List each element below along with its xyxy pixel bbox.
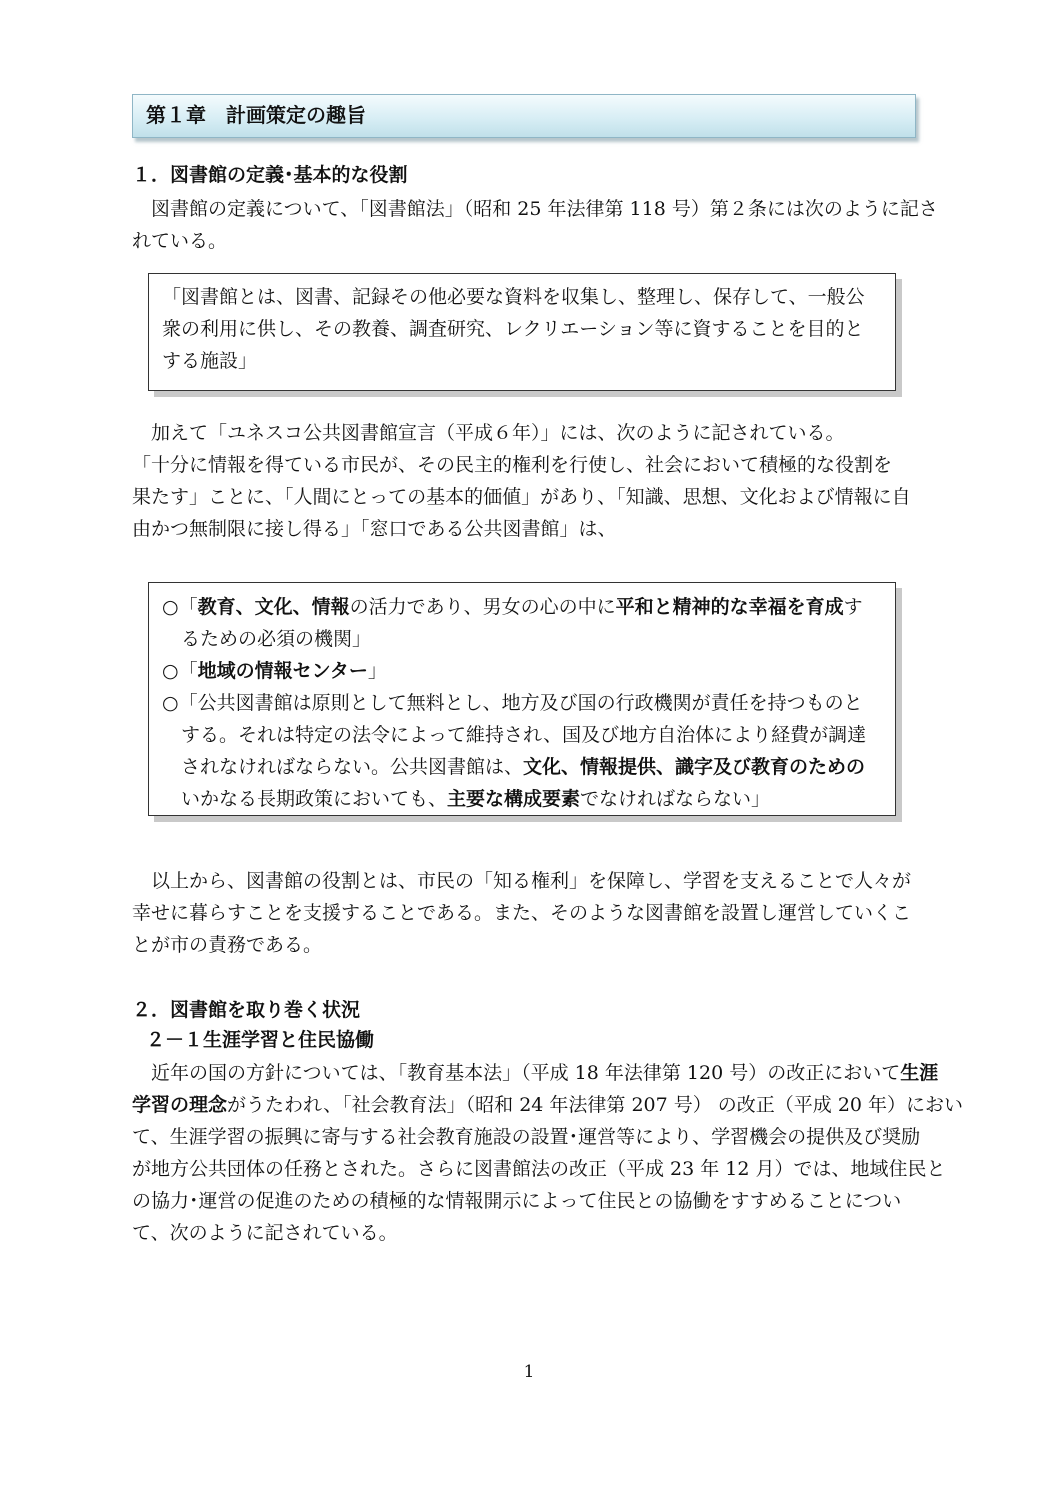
body-text: 近年の国の方針については、「教育基本法」（平成 18 年法律第 120 号）の改正において [132,1062,901,1084]
page-number: 1 [523,1362,535,1382]
subsection-2-1-heading: ２－１生涯学習と住民協働 [146,1029,375,1051]
body-text: がうたわれ、「社会教育法」（昭和 24 年法律第 207 号） の改正（平成 20 年）におい [227,1094,964,1116]
bullet-text: ○「 [162,660,198,682]
section-2-heading: ２．図書館を取り巻く状況 [132,999,361,1021]
paragraph-line: て、次のように記されている。 [132,1222,398,1244]
manifesto-item-3-cont: する。それは特定の法令によって維持され、国及び地方自治体により経費が調達 [162,724,867,746]
quote-line: 「図書館とは、図書、記録その他必要な資料を収集し、整理し、保存して、一般公 [162,286,865,308]
body-text: でなければならない」 [580,788,771,810]
paragraph-line: 加えて「ユネスコ公共図書館宣言（平成６年）」には、次のように記されている。 [132,422,845,444]
paragraph-line: の協力･運営の促進のための積極的な情報開示によって住民との協働をすすめることについ [132,1190,902,1212]
body-text: の活力であり、男女の心の中に [349,596,616,618]
emphasis-text: 教育、文化、情報 [197,596,350,618]
paragraph-line: 幸せに暮らすことを支援することである。また、そのような図書館を設置し運営していくこ [132,902,912,924]
paragraph-line [132,1090,963,1120]
quote-line: する施設」 [162,350,258,372]
manifesto-item-1-cont: るための必須の機関」 [162,628,372,650]
paragraph-line: て、生涯学習の振興に寄与する社会教育施設の設置･運営等により、学習機会の提供及び奨励 [132,1126,921,1148]
section-1-heading: １．図書館の定義･基本的な役割 [132,164,408,186]
paragraph-line: が地方公共団体の任務とされた。さらに図書館法の改正（平成 23 年 12 月）では、地域住民と [132,1158,946,1180]
body-text: 」 [367,660,387,682]
paragraph-line: 以上から、図書館の役割とは、市民の「知る権利」を保障し、学習を支えることで人々が [132,870,912,892]
body-text: いかなる長期政策においても、 [162,788,448,810]
bullet-text: ○「 [162,596,198,618]
emphasis-text: 生涯 [900,1062,939,1084]
chapter-title: 第１章 計画策定の趣旨 [146,103,366,127]
emphasis-text: 学習の理念 [132,1094,228,1116]
emphasis-text: 平和と精神的な幸福を育成 [615,596,844,618]
paragraph-line: 果たす」ことに、「人間にとっての基本的価値」があり、「知識、思想、文化および情報に自 [132,486,911,508]
manifesto-item-1 [162,592,863,622]
emphasis-text: 主要な構成要素 [447,788,581,810]
body-text: されなければならない。公共図書館は、 [162,756,524,778]
paragraph-line [132,1058,938,1088]
paragraph-line: 由かつ無制限に接し得る」「窓口である公共図書館」は、 [132,518,617,540]
emphasis-text: 文化、情報提供、識字及び教育のための [523,756,866,778]
emphasis-text: 地域の情報センター [197,660,368,682]
manifesto-item-3-cont [162,784,770,814]
quote-line: 衆の利用に供し、その教養、調査研究、レクリエーション等に資することを目的と [162,318,864,340]
paragraph-line: 図書館の定義について、「図書館法」（昭和 25 年法律第 118 号）第２条には次のように記さ [132,198,938,220]
manifesto-item-3: ○「公共図書館は原則として無料とし、地方及び国の行政機関が責任を持つものと [162,692,863,714]
body-text: す [843,596,863,618]
paragraph-line: 「十分に情報を得ている市民が、その民主的権利を行使し、社会において積極的な役割を [132,454,893,476]
manifesto-item-3-cont [162,752,865,782]
paragraph-line: とが市の責務である。 [132,934,323,956]
paragraph-line: れている。 [132,230,228,252]
manifesto-item-2 [162,656,387,686]
